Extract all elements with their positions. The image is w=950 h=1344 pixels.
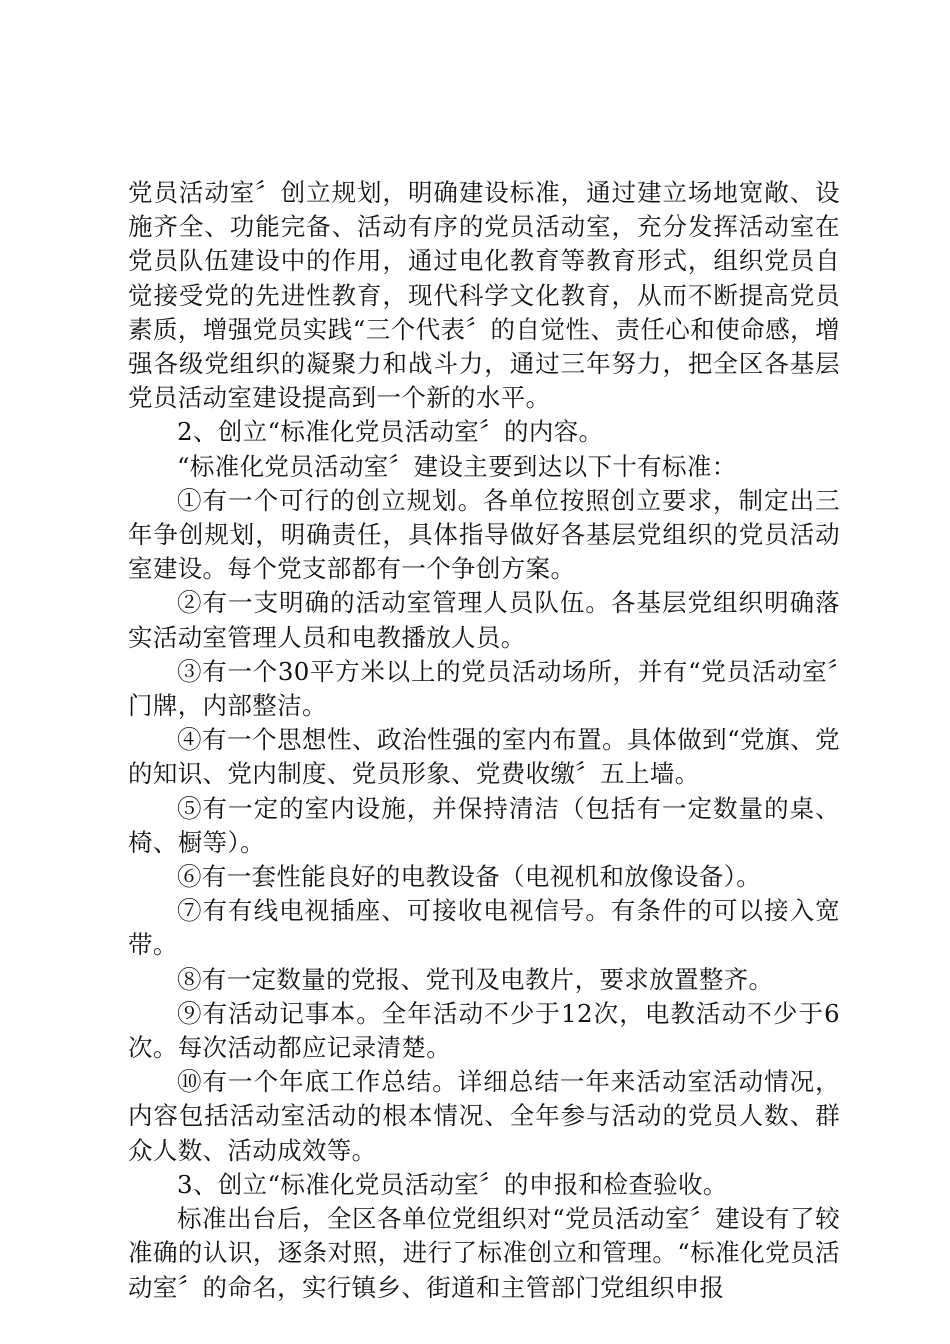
standard-item-6: ⑥有一套性能良好的电教设备（电视机和放像设备）。	[177, 862, 762, 892]
standard-item-7: ⑦有有线电视插座、可接收电视信号。有条件的可以接入宽带。	[128, 896, 840, 960]
section-heading-2: 2、创立“标准化党员活动室〞的内容。	[177, 417, 604, 447]
paragraph-application-review: 标准出台后，全区各单位党组织对“党员活动室〞建设有了较准确的认识，逐条对照，进行了标准创立和管理。“标准化党员活动室〞的命名，实行镇乡、街道和主管部门党组织申报	[128, 1204, 840, 1302]
standard-item-2: ②有一支明确的活动室管理人员队伍。各基层党组织明确落实活动室管理人员和电教播放人员。	[128, 588, 840, 652]
standard-item-4: ④有一个思想性、政治性强的室内布置。具体做到“党旗、党的知识、党内制度、党员形象、党费收缴〞五上墙。	[128, 725, 840, 789]
standard-item-5: ⑤有一定的室内设施，并保持清洁（包括有一定数量的桌、椅、橱等）。	[128, 793, 840, 857]
section-heading-3: 3、创立“标准化党员活动室〞的申报和检查验收。	[177, 1169, 728, 1199]
standard-item-10: ⑩有一个年底工作总结。详细总结一年来活动室活动情况，内容包括活动室活动的根本情况、全年参与活动的党员人数、群众人数、活动成效等。	[128, 1067, 840, 1165]
document-body	[128, 176, 840, 1305]
standard-item-8: ⑧有一定数量的党报、党刊及电教片，要求放置整齐。	[177, 964, 774, 994]
paragraph-standards-intro: “标准化党员活动室〞建设主要到达以下十有标准：	[177, 451, 737, 481]
standard-item-1: ①有一个可行的创立规划。各单位按照创立要求，制定出三年争创规划，明确责任，具体指导做好各基层党组织的党员活动室建设。每个党支部都有一个争创方案。	[128, 485, 840, 584]
standard-item-9: ⑨有活动记事本。全年活动不少于12次，电教活动不少于6次。每次活动都应记录清楚。	[128, 998, 840, 1063]
paragraph-intro-continuation: 党员活动室〞创立规划，明确建设标准，通过建立场地宽敞、设施齐全、功能完备、活动有序的党员活动室，充分发挥活动室在党员队伍建设中的作用，通过电化教育等教育形式，组织党员自觉接受党的先进性教育，现代科学文化教育，从而不断提高党员素质，增强党员实践“三个代表〞的自觉性、责任心和使命感，增强各级党组织的凝聚力和战斗力，通过三年努力，把全区各基层党员活动室建设提高到一个新的水平。	[128, 178, 840, 413]
standard-item-3: ③有一个30平方米以上的党员活动场所，并有“党员活动室〞门牌，内部整洁。	[128, 656, 840, 721]
